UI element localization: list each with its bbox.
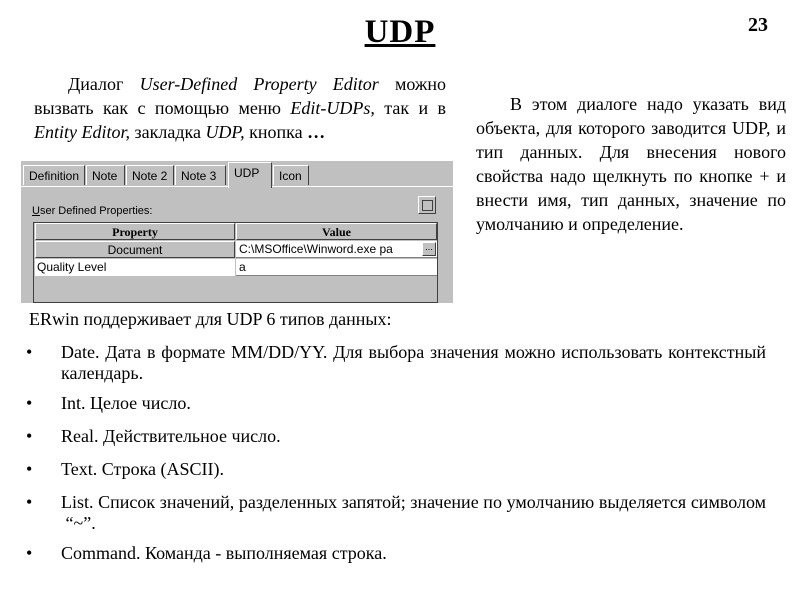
browse-ellipsis-icon[interactable]: ... xyxy=(422,242,436,256)
column-header-property[interactable]: Property xyxy=(35,223,235,240)
list-item: • Date. Дата в формате MM/DD/YY. Для выбора значения можно использовать контекстный календарь. xyxy=(26,342,766,383)
udp-dialog-screenshot xyxy=(21,161,453,303)
column-header-value[interactable]: Value xyxy=(236,223,437,240)
left-paragraph: Диалог User-Defined Property Editor можно вызвать как с помощью меню Edit-UDPs, так и в Entity Editor, закладка UDP, кнопка … xyxy=(34,74,446,142)
bullet-icon: • xyxy=(26,342,33,362)
bullet-icon: • xyxy=(26,492,33,512)
types-list xyxy=(24,342,766,576)
row-property-cell[interactable]: Document xyxy=(35,241,235,258)
bullet-icon: • xyxy=(26,543,33,563)
row-property-cell[interactable]: Quality Level xyxy=(35,259,235,276)
bullet-icon: • xyxy=(26,459,33,479)
row-value-cell[interactable]: a xyxy=(236,259,437,276)
tab-icon[interactable]: Icon xyxy=(273,165,309,185)
tab-udp[interactable]: UDP xyxy=(228,162,272,188)
types-intro: ERwin поддерживает для UDP 6 типов данных: xyxy=(29,309,392,329)
page-number: 23 xyxy=(748,14,768,36)
tab-definition[interactable]: Definition xyxy=(23,165,85,185)
row-value-cell[interactable]: C:\MSOffice\Winword.exe pa ... xyxy=(236,241,437,258)
slide-title: UDP xyxy=(364,14,436,50)
tab-note-3[interactable]: Note 3 xyxy=(175,165,226,185)
bullet-icon: • xyxy=(26,426,33,446)
udp-list-label: User Defined Properties: xyxy=(32,205,153,217)
list-item: • Command. Команда - выполняемая строка. xyxy=(26,543,387,563)
tab-note[interactable]: Note xyxy=(86,165,125,185)
list-item: • Text. Строка (ASCII). xyxy=(26,459,225,479)
list-item: • Real. Действительное число. xyxy=(26,426,281,446)
list-item: • Int. Целое число. xyxy=(26,393,191,413)
right-paragraph: В этом диалоге надо указать вид объекта, для которого заводится UDP, и тип данных. Для внесения нового свойства надо щелкнуть по кнопке + и внести имя, тип данных, значение по умолчанию и определение. xyxy=(476,94,786,234)
add-property-button[interactable] xyxy=(418,196,436,214)
tab-strip xyxy=(21,161,453,187)
udp-grid xyxy=(33,222,438,303)
bullet-icon: • xyxy=(26,393,33,413)
list-item: • List. Список значений, разделенных запятой; значение по умолчанию выделяется символом “~”. xyxy=(26,492,766,533)
tab-note-2[interactable]: Note 2 xyxy=(126,165,174,185)
